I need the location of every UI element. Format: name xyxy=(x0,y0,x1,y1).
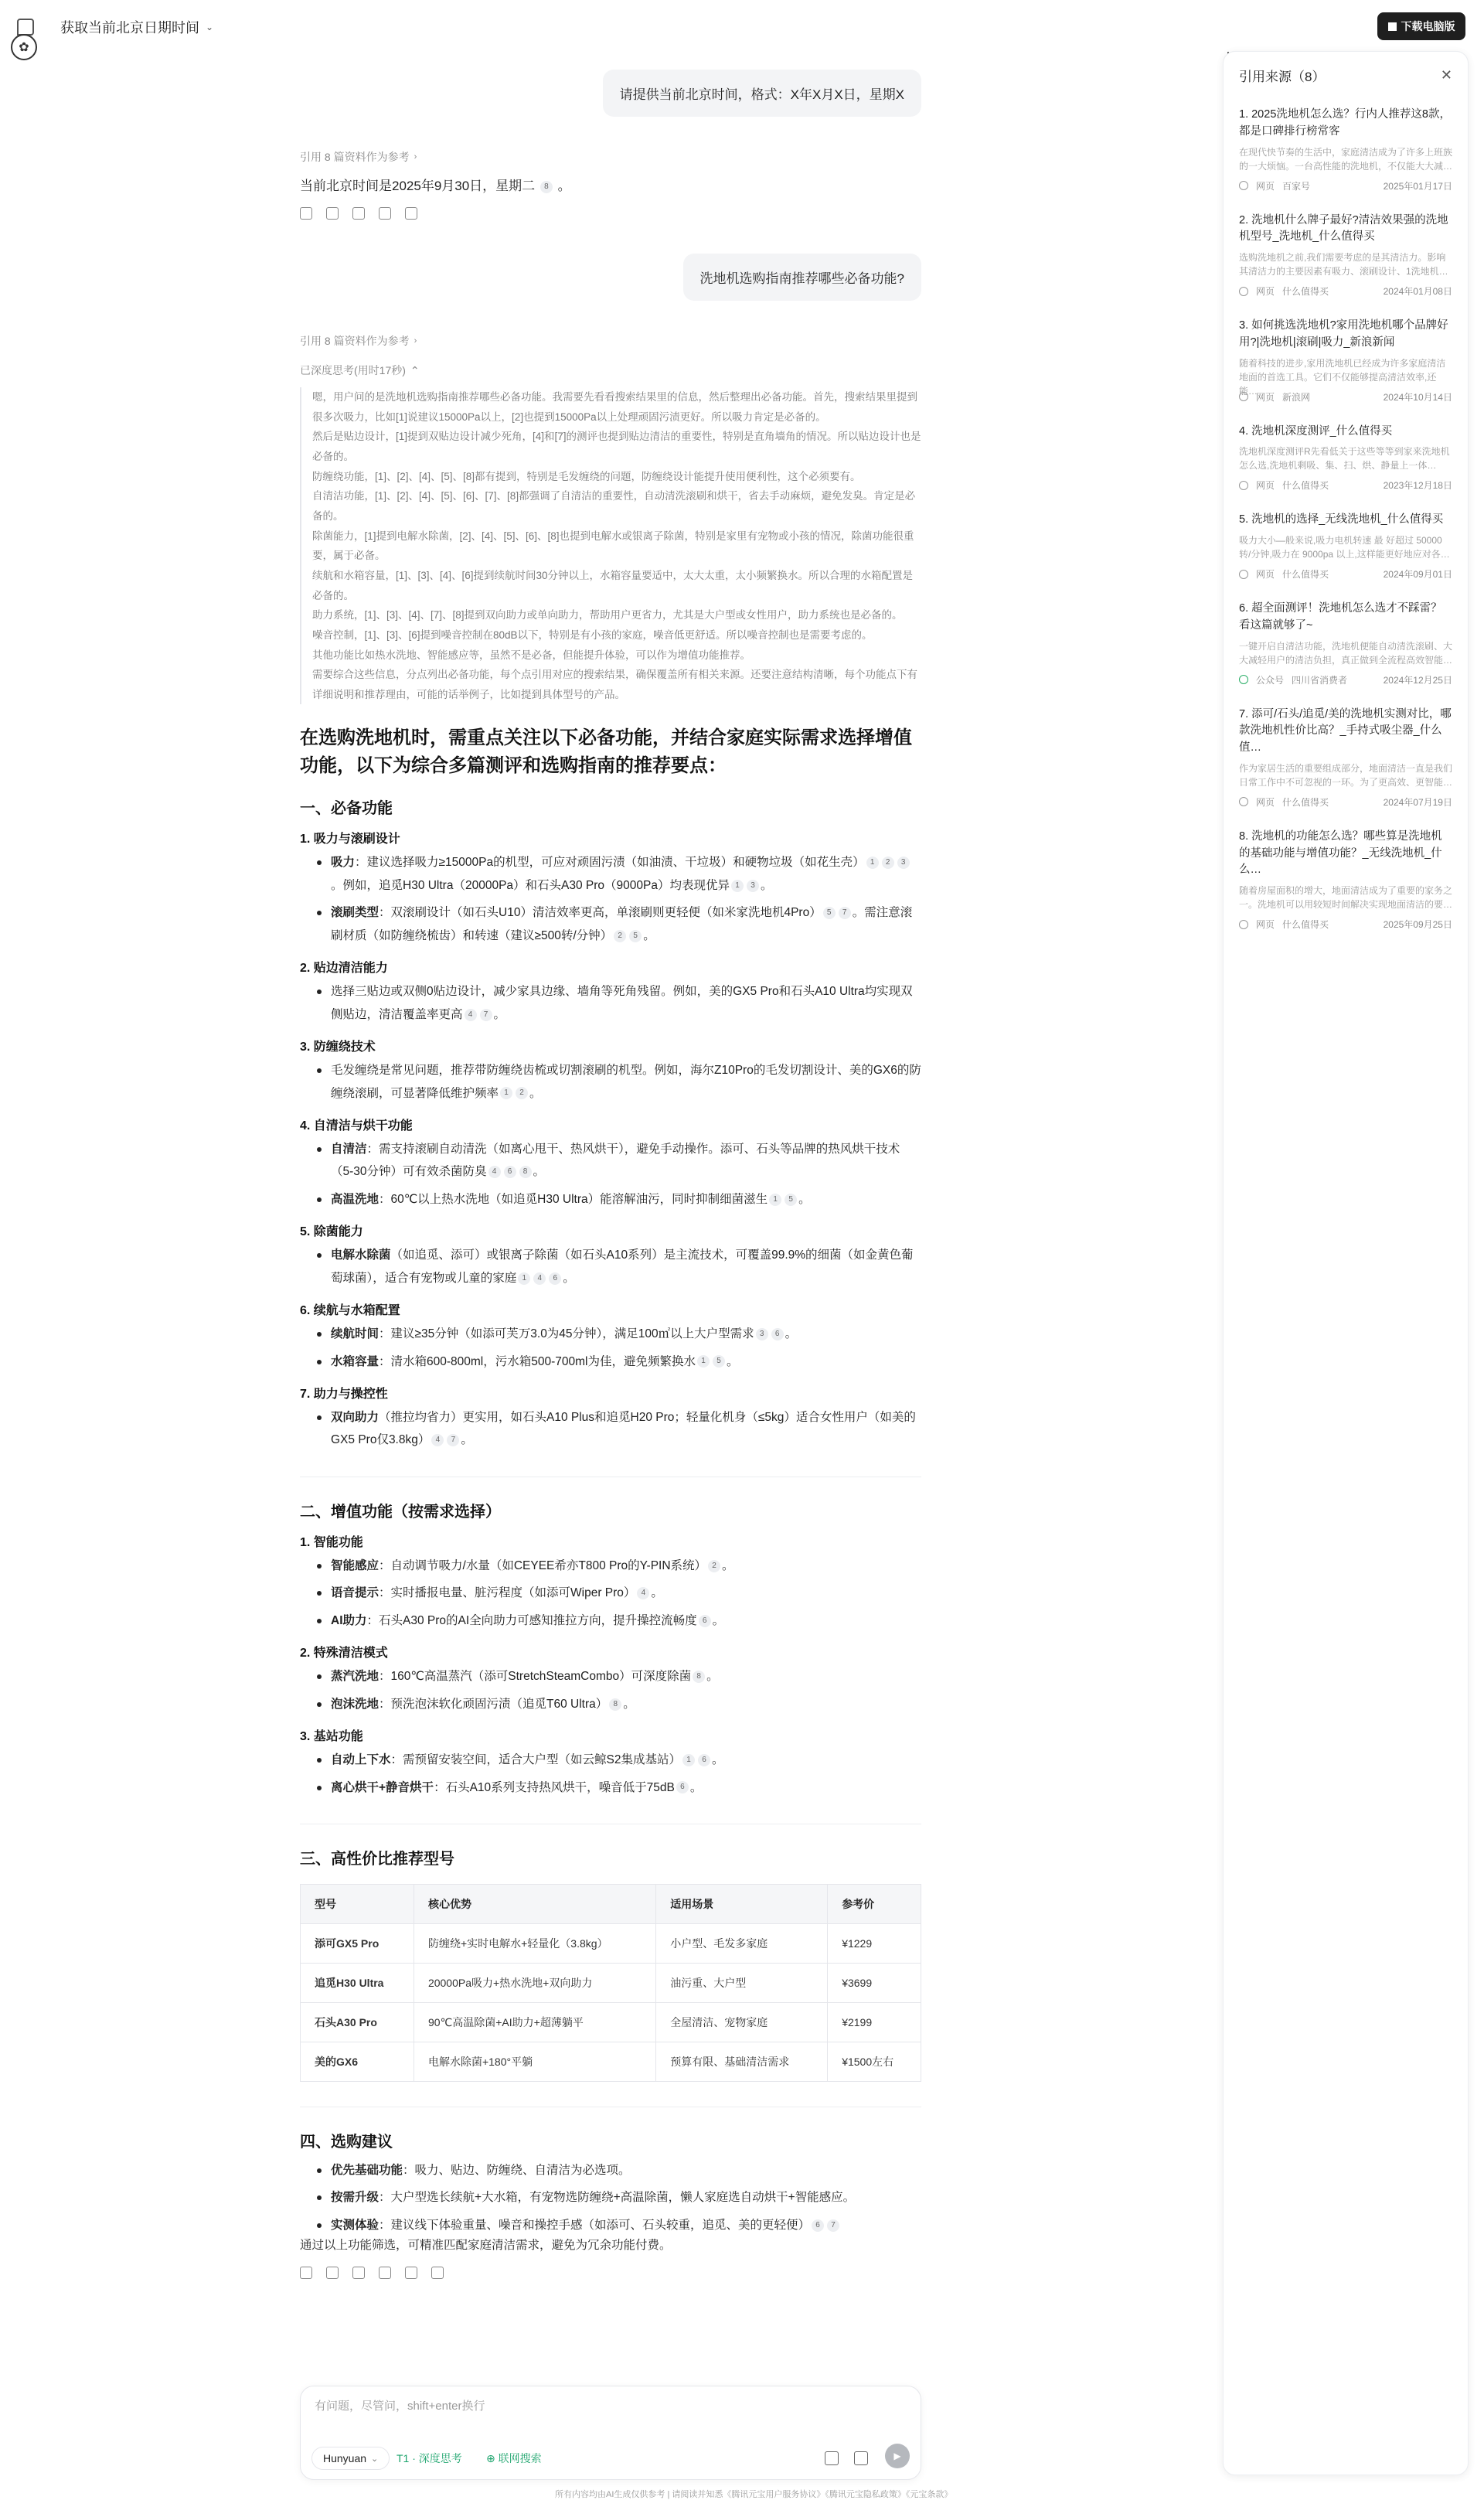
bullet-text: 选择三贴边或双侧0贴边设计，减少家具边缘、墙角等死角残留。例如，美的GX5 Pro和石头A10 Ultra均实现双侧贴边，清洁覆盖率更高 xyxy=(331,985,913,1021)
bullet-item: 电解水除菌（如追觅、添可）或银离子除菌（如石头A10系列）是主流技术，可覆盖99.9%的细菌（如金黄色葡萄球菌），适合有宠物或儿童的家庭 1 4 6 。 xyxy=(317,1244,921,1289)
bullet-item: 双向助力（推拉均省力）更实用，如石头A10 Plus和追觅H20 Pro；轻量化机身（≤5kg）适合女性用户（如美的GX5 Pro仅3.8kg） 4 7 。 xyxy=(317,1406,921,1452)
windows-icon xyxy=(1388,22,1397,31)
source-meta xyxy=(1239,567,1452,581)
table-cell: 追觅H30 Ultra xyxy=(301,1963,414,2002)
thumbs-up-icon[interactable] xyxy=(352,207,365,220)
citation-badge[interactable]: 1 xyxy=(731,880,744,892)
bullet-text: ：吸力、贴边、防缠绕、自清洁为必选项。 xyxy=(403,2163,631,2177)
bullet-bold: AI助力 xyxy=(331,1613,367,1627)
table-cell: ¥1500左右 xyxy=(828,2042,921,2081)
citation-badge[interactable]: 7 xyxy=(839,907,851,919)
chat-input-box[interactable] xyxy=(300,2386,921,2480)
copy-icon[interactable] xyxy=(300,207,312,220)
section-2-title: 二、增值功能（按需求选择） xyxy=(300,1503,501,1521)
table-cell: 小户型、毛发多家庭 xyxy=(656,1923,828,1963)
bullet-item xyxy=(317,2214,921,2236)
recommend-table xyxy=(300,1884,921,2082)
thinking-paragraph: 然后是贴边设计，[1]提到双贴边设计减少死角，[4]和[7]的测评也提到贴边清洁的重要性，特别是直角墙角的情况。所以贴边设计也是必备的。 xyxy=(312,431,921,463)
source-snippet: 吸力大小—般来说,吸力电机转速 最 好超过 50000转/分钟,吸力在 9000pa 以上,这样能更好地应对各… xyxy=(1239,535,1450,560)
citation-badge[interactable]: 1 xyxy=(866,857,879,869)
source-type: 网页 xyxy=(1256,480,1275,492)
table-cell: 全屋清洁、宠物家庭 xyxy=(656,2002,828,2042)
bullet-bold: 双向助力 xyxy=(331,1411,380,1424)
bullet-bold: 水箱容量 xyxy=(331,1354,380,1368)
answer-actions-1 xyxy=(300,207,921,220)
source-type: 网页 xyxy=(1256,391,1275,403)
thinking-paragraph: 防缠绕功能，[1]、[2]、[4]、[5]、[8]都有提到，特别是毛发缠绕的问题，防缠绕设计能提升使用便利性，这个必须要有。 xyxy=(312,470,861,482)
source-meta xyxy=(1239,284,1452,298)
source-meta xyxy=(1239,673,1452,686)
source-snippet: 选购洗地机之前,我们需要考虑的是其清洁力。影响其清洁力的主要因素有吸力、滚刷设计、1洗地机… xyxy=(1239,252,1448,277)
chevron-up-icon: ⌃ xyxy=(410,363,420,376)
subsection-title: 3. 防缠绕技术 xyxy=(300,1041,376,1054)
deep-think-toggle[interactable] xyxy=(300,363,921,378)
source-title[interactable]: 8. 洗地机的功能怎么选？哪些算是洗地机的基础功能与增值功能？_无线洗地机_什么… xyxy=(1239,829,1442,877)
sources-panel xyxy=(1223,51,1469,2475)
chevron-right-icon: › xyxy=(414,152,417,162)
section-4-title: 四、选购建议 xyxy=(300,2133,393,2151)
share-icon[interactable] xyxy=(405,207,417,220)
table-header-cell: 参考价 xyxy=(828,1884,921,1923)
footer-disclaimer: 所有内容均由AI生成仅供参考 | 请阅读并知悉《腾讯元宝用户服务协议》《腾讯元宝隐私政策》《元宝条款》 xyxy=(555,2490,953,2499)
bullet-text: 。例如，追觅H30 Ultra（20000Pa）和石头A30 Pro（9000Pa）均表现优异 xyxy=(331,878,730,892)
bullet-text: ：需预留安装空间，适合大户型（如云鲸S2集成基站） xyxy=(390,1753,681,1767)
model-label: Hunyuan xyxy=(323,2452,367,2464)
bullet-item: 离心烘干+静音烘干：石头A10系列支持热风烘干，噪音低于75dB 6 。 xyxy=(317,1776,921,1799)
bullet-item: 选择三贴边或双侧0贴边设计，减少家具边缘、墙角等死角残留。例如，美的GX5 Pro和石头A10 Ultra均实现双侧贴边，清洁覆盖率更高 4 7 。 xyxy=(317,980,921,1026)
source-site: 百家号 xyxy=(1282,180,1311,192)
source-item[interactable] xyxy=(1224,97,1468,203)
chevron-right-icon: › xyxy=(414,336,417,346)
citation-badge[interactable]: 4 xyxy=(488,1166,501,1178)
subsection-title: 7. 助力与操控性 xyxy=(300,1388,388,1401)
bullet-text: ：建议线下体验重量、噪音和操控手感（如添可、石头较重，追觅、美的更轻便） xyxy=(379,2218,811,2232)
link-icon xyxy=(1239,392,1248,401)
source-date: 2023年12月18日 xyxy=(1383,480,1452,492)
citation-badge[interactable]: 5 xyxy=(785,1194,797,1206)
table-header-row xyxy=(301,1884,921,1923)
section-1 xyxy=(300,829,921,1451)
thumbs-down-icon[interactable] xyxy=(379,207,391,220)
bullet-item: 智能感应：自动调节吸力/水量（如CEYEE希亦T800 Pro的Y-PIN系统） 2 。 xyxy=(317,1555,921,1577)
table-cell: 预算有限、基础清洁需求 xyxy=(656,2042,828,2081)
source-title[interactable]: 6. 超全面测评！洗地机怎么选才不踩雷？看这篇就够了~ xyxy=(1239,602,1442,632)
citation-badge[interactable]: 3 xyxy=(756,1328,768,1340)
citation-badge[interactable]: 5 xyxy=(629,930,642,942)
citation-badge[interactable]: 4 xyxy=(431,1434,444,1446)
subsection-title: 2. 贴边清洁能力 xyxy=(300,962,388,976)
bullet-text: ：石头A30 Pro的AI全向助力可感知推拉方向，提升操控流畅度 xyxy=(366,1613,697,1627)
link-icon xyxy=(1239,481,1248,490)
bullet-item: 续航时间：建议≥35分钟（如添可芙万3.0为45分钟），满足100㎡以上大户型需求 3 6 。 xyxy=(317,1323,921,1345)
bullet-item xyxy=(317,2159,921,2182)
thinking-paragraph: 其他功能比如热水洗地、智能感应等，虽然不是必备，但能提升体验，可以作为增值功能推荐。 xyxy=(312,649,751,661)
deep-think-label: 已深度思考(用时17秒) xyxy=(300,364,406,377)
table-row xyxy=(301,1963,921,2002)
bullet-bold: 自动上下水 xyxy=(331,1753,391,1767)
bullet-text: ：160℃高温蒸汽（添可StretchSteamCombo）可深度除菌 xyxy=(379,1670,692,1684)
link-icon xyxy=(1239,797,1248,806)
bullet-bold: 按需升级 xyxy=(331,2191,380,2205)
citation-badge[interactable]: 1 xyxy=(769,1194,781,1206)
source-item[interactable] xyxy=(1224,414,1468,503)
citation-badge[interactable]: 6 xyxy=(698,1754,710,1766)
table-body xyxy=(301,1923,921,2081)
link-icon xyxy=(1239,570,1248,579)
bullet-bold: 电解水除菌 xyxy=(331,1248,391,1262)
thinking-paragraph: 续航和水箱容量，[1]、[3]、[4]、[6]提到续航时间30分钟以上，水箱容量要适中，太大太重，太小频繁换水。所以合理的水箱配置是必备的。 xyxy=(312,569,914,601)
download-label: 下载电脑版 xyxy=(1401,20,1455,32)
source-site: 什么值得买 xyxy=(1282,480,1329,492)
conversation-title-text: 获取当前北京日期时间 xyxy=(60,20,199,36)
bullet-text: ：石头A10系列支持热风烘干，噪音低于75dB xyxy=(434,1780,675,1794)
bullet-item: 吸力：建议选择吸力≥15000Pa的机型，可应对顽固污渍（如油渍、干垃圾）和硬物垃圾（如花生壳） 1 2 3。例如，追觅H30 Ultra（20000Pa）和石头A30 Pro（9000Pa）均表现优异 1 3 。 xyxy=(317,851,921,897)
bullet-item: 语音提示：实时播报电量、脏污程度（如添可Wiper Pro） 4 。 xyxy=(317,1582,921,1604)
thinking-paragraph: 需要综合这些信息，分点列出必备功能，每个点引用对应的搜索结果，确保覆盖所有相关来源。还要注意结构清晰，每个功能点下有详细说明和推荐理由，可能的话举例子，比如提到具体型号的产品。 xyxy=(312,669,917,700)
new-chat-icon[interactable] xyxy=(17,19,34,36)
table-header-cell: 型号 xyxy=(301,1884,414,1923)
bullet-bold: 高温洗地 xyxy=(331,1192,380,1206)
send-button[interactable]: ▶ xyxy=(885,2444,910,2468)
source-site: 什么值得买 xyxy=(1282,919,1329,930)
section-1-title: 一、必备功能 xyxy=(300,800,393,818)
source-title[interactable]: 4. 洗地机深度测评_什么值得买 xyxy=(1239,424,1393,438)
source-title[interactable]: 7. 添可/石头/追觅/美的洗地机实测对比，哪款洗地机性价比高？_手持式吸尘器_什么值… xyxy=(1239,707,1452,754)
source-item[interactable] xyxy=(1224,308,1468,414)
sources-header xyxy=(1224,52,1468,97)
citation-badge[interactable]: 2 xyxy=(614,930,626,942)
citation-badge[interactable]: 1 xyxy=(518,1272,530,1285)
subsection-title: 4. 自清洁与烘干功能 xyxy=(300,1119,413,1133)
bullet-bold: 自清洁 xyxy=(331,1142,367,1156)
section-3-title: 三、高性价比推荐型号 xyxy=(300,1850,454,1868)
citation-badge[interactable]: 7 xyxy=(480,1009,492,1021)
yuanbao-logo-icon[interactable]: ✿ xyxy=(11,34,37,60)
chat-column xyxy=(300,54,921,2279)
source-site: 什么值得买 xyxy=(1282,286,1329,297)
table-cell: 20000Pa吸力+热水洗地+双向助力 xyxy=(414,1963,655,2002)
download-desktop-button[interactable] xyxy=(1377,12,1465,40)
citation-badge[interactable]: 6 xyxy=(812,2219,824,2232)
chevron-down-icon: ⌄ xyxy=(206,22,214,32)
source-meta xyxy=(1239,390,1452,404)
source-type: 公众号 xyxy=(1256,674,1285,686)
file-upload-icon[interactable] xyxy=(854,2451,868,2465)
thumbs-down-icon[interactable] xyxy=(379,2267,391,2279)
web-search-button[interactable]: ⊕ 联网搜索 xyxy=(486,2452,542,2464)
bullet-text: （如追觅、添可）或银离子除菌（如石头A10系列）是主流技术，可覆盖99.9%的细菌（如金黄色葡萄球菌），适合有宠物或儿童的家庭 xyxy=(331,1248,914,1285)
thumbs-up-icon[interactable] xyxy=(352,2267,365,2279)
conversation-title[interactable] xyxy=(60,17,213,37)
link-icon xyxy=(1239,287,1248,296)
bullet-item: 高温洗地：60℃以上热水洗地（如追觅H30 Ultra）能溶解油污，同时抑制细菌滋生 1 5 。 xyxy=(317,1188,921,1211)
bullet-text: ：实时播报电量、脏污程度（如添可Wiper Pro） xyxy=(379,1586,636,1600)
bullet-item: 水箱容量：清水箱600-800ml，污水箱500-700ml为佳，避免频繁换水 1 5 。 xyxy=(317,1351,921,1373)
table-cell: ¥2199 xyxy=(828,2002,921,2042)
bullet-text: 。需注意滚刷材质（如防缠绕梳齿）和转速（建议≥500转/分钟） xyxy=(331,906,913,942)
table-row xyxy=(301,2042,921,2081)
source-meta xyxy=(1239,918,1452,931)
wechat-icon xyxy=(1239,675,1248,684)
source-date: 2024年10月14日 xyxy=(1383,391,1452,403)
citation-badge[interactable]: 8 xyxy=(540,181,553,193)
source-snippet: 作为家居生活的重要组成部分，地面清洁一直是我们日常工作中不可忽视的一环。为了更高效、更智能… xyxy=(1239,762,1453,788)
share-icon[interactable] xyxy=(431,2267,444,2279)
table-header-cell: 适用场景 xyxy=(656,1884,828,1923)
citation-badge[interactable]: 1 xyxy=(500,1087,512,1099)
table-row xyxy=(301,2002,921,2042)
table-row xyxy=(301,1923,921,1963)
bullet-text: ：双滚刷设计（如石头U10）清洁效率更高，单滚刷则更轻便（如米家洗地机4Pro） xyxy=(379,906,822,920)
bookmark-icon[interactable] xyxy=(326,2267,339,2279)
image-upload-icon[interactable] xyxy=(825,2451,839,2465)
source-snippet: 洗地机深度测评R先看低关于这些等等到家来洗地机怎么选,洗地机剩吸、集、扫、烘、静量上一体… xyxy=(1239,446,1450,472)
source-type: 网页 xyxy=(1256,286,1275,297)
bullet-text: ：建议≥35分钟（如添可芙万3.0为45分钟），满足100㎡以上大户型需求 xyxy=(379,1327,754,1341)
citation-badge[interactable]: 8 xyxy=(693,1671,705,1683)
bullet-text: ：自动调节吸力/水量（如CEYEE希亦T800 Pro的Y-PIN系统） xyxy=(379,1558,707,1572)
subsection-title: 5. 除菌能力 xyxy=(300,1225,363,1239)
bullet-item: 自动上下水：需预留安装空间，适合大户型（如云鲸S2集成基站） 1 6 。 xyxy=(317,1749,921,1771)
table-cell: ¥3699 xyxy=(828,1963,921,2002)
source-date: 2025年09月25日 xyxy=(1383,919,1452,930)
bullet-text: ：建议选择吸力≥15000Pa的机型，可应对顽固污渍（如油渍、干垃圾）和硬物垃圾（如花生壳） xyxy=(355,856,865,870)
bullet-bold: 蒸汽洗地 xyxy=(331,1670,380,1684)
thinking-block xyxy=(300,387,921,704)
thinking-paragraph: 嗯，用户问的是洗地机选购指南推荐哪些必备功能。我需要先看看搜索结果里的信息，然后整理出必备功能。首先，搜索结果里提到很多次吸力，比如[1]说建议15000Pa以上，[2]也提到15000Pa以上处理顽固污渍更好。所以吸力肯定是必备的。 xyxy=(312,391,917,423)
source-date: 2025年01月17日 xyxy=(1383,180,1452,192)
bullet-bold: 优先基础功能 xyxy=(331,2163,403,2177)
subsection-title: 3. 基站功能 xyxy=(300,1730,363,1744)
source-meta xyxy=(1239,179,1452,192)
link-icon xyxy=(1239,181,1248,190)
source-site: 新浪网 xyxy=(1282,391,1311,403)
source-title[interactable]: 3. 如何挑选洗地机?家用洗地机哪个品牌好用?|洗地机|滚刷|吸力_新浪新闻 xyxy=(1239,319,1448,349)
source-site: 四川省消费者 xyxy=(1292,674,1348,686)
thinking-paragraph: 助力系统，[1]、[3]、[4]、[7]、[8]提到双向助力或单向助力，帮助用户更省力，尤其是大户型或女性用户，助力系统也是必备的。 xyxy=(312,609,903,622)
source-date: 2024年01月08日 xyxy=(1383,286,1452,297)
source-meta xyxy=(1239,479,1452,492)
user-bubble: 请提供当前北京时间，格式：X年X月X日，星期X xyxy=(603,70,921,117)
user-bubble: 洗地机选购指南推荐哪些必备功能? xyxy=(683,254,921,301)
table-cell: 添可GX5 Pro xyxy=(301,1923,414,1963)
source-site: 什么值得买 xyxy=(1282,569,1329,580)
source-date: 2024年07月19日 xyxy=(1383,796,1452,808)
subsection-title: 6. 续航与水箱配置 xyxy=(300,1304,400,1318)
bullet-item xyxy=(317,2186,921,2209)
chat-input[interactable]: 有问题，尽管问，shift+enter换行 xyxy=(315,2400,485,2413)
citation-badge[interactable]: 4 xyxy=(465,1009,477,1021)
source-type: 网页 xyxy=(1256,180,1275,192)
bullet-text: ：预洗泡沫软化顽固污渍（追觅T60 Ultra） xyxy=(379,1697,608,1711)
section-4 xyxy=(300,2159,921,2236)
citation-badge[interactable]: 2 xyxy=(516,1087,528,1099)
regenerate-icon[interactable] xyxy=(405,2267,417,2279)
bullet-bold: 续航时间 xyxy=(331,1327,380,1341)
section-2 xyxy=(300,1532,921,1799)
bullet-text: （推拉均省力）更实用，如石头A10 Plus和追觅H20 Pro；轻量化机身（≤5kg）适合女性用户（如美的GX5 Pro仅3.8kg） xyxy=(331,1411,916,1447)
citation-badge[interactable]: 1 xyxy=(697,1355,710,1368)
citation-badge[interactable]: 2 xyxy=(882,857,894,869)
bullet-bold: 实测体验 xyxy=(331,2218,380,2232)
bullet-text: ：需支持滚刷自动清洗（如离心甩干、热风烘干），避免手动操作。添可、石头等品牌的热风烘干技术（5-30分钟）可有效杀菌防臭 xyxy=(331,1142,900,1179)
subsection-title: 2. 特殊清洁模式 xyxy=(300,1647,388,1661)
sources-list xyxy=(1224,97,1468,942)
citation-badge[interactable]: 1 xyxy=(682,1754,695,1766)
deep-think-button[interactable]: T1 · 深度思考 xyxy=(397,2452,462,2464)
citation-badge[interactable]: 6 xyxy=(549,1272,561,1285)
bullet-bold: 离心烘干+静音烘干 xyxy=(331,1780,434,1794)
source-type: 网页 xyxy=(1256,796,1275,808)
source-title[interactable]: 1. 2025洗地机怎么选？行内人推荐这8款，都是口碑排行榜常客 xyxy=(1239,108,1451,138)
user-message-2 xyxy=(300,254,921,301)
thinking-paragraph: 除菌能力，[1]提到电解水除菌，[2]、[4]、[5]、[6]、[8]也提到电解水或银离子除菌，特别是家里有宠物或小孩的情况，除菌功能很重要，属于必备。 xyxy=(312,530,914,562)
bullet-item: 泡沫洗地：预洗泡沫软化顽固污渍（追觅T60 Ultra） 8 。 xyxy=(317,1693,921,1715)
subsection-title: 1. 智能功能 xyxy=(300,1535,363,1549)
bullet-bold: 吸力 xyxy=(331,856,356,870)
bullet-item: 毛发缠绕是常见问题，推荐带防缠绕齿梳或切割滚刷的机型。例如，海尔Z10Pro的毛发切割设计、美的GX6的防缠绕滚刷，可显著降低维护频率 1 2 。 xyxy=(317,1059,921,1105)
bullet-text: 毛发缠绕是常见问题，推荐带防缠绕齿梳或切割滚刷的机型。例如，海尔Z10Pro的毛发切割设计、美的GX6的防缠绕滚刷，可显著降低维护频率 xyxy=(331,1064,921,1100)
source-snippet: 一键开启自清洁功能，洗地机便能自动清洗滚刷、大大减轻用户的清洁负担，真正做到全流程高效智能… xyxy=(1239,640,1453,666)
closing-text: 通过以上功能筛选，可精准匹配家庭清洁需求，避免为冗余功能付费。 xyxy=(300,2239,672,2253)
answer-heading: 在选购洗地机时，需重点关注以下必备功能，并结合家庭实际需求选择增值功能，以下为综合多篇测评和选购指南的推荐要点： xyxy=(300,727,912,777)
citation-badge[interactable]: 6 xyxy=(676,1781,689,1793)
source-meta xyxy=(1239,795,1452,809)
table-cell: 美的GX6 xyxy=(301,2042,414,2081)
citation-badge[interactable]: 8 xyxy=(609,1698,621,1711)
table-header-cell: 核心优势 xyxy=(414,1884,655,1923)
source-item[interactable] xyxy=(1224,591,1468,697)
citation-badge[interactable]: 5 xyxy=(713,1355,725,1368)
source-site: 什么值得买 xyxy=(1282,796,1329,808)
table-cell: 防缠绕+实时电解水+轻量化（3.8kg） xyxy=(414,1923,655,1963)
source-title[interactable]: 2. 洗地机什么牌子最好?清洁效果强的洗地机型号_洗地机_什么值得买 xyxy=(1239,213,1448,244)
citation-badge[interactable]: 3 xyxy=(897,857,910,869)
bullet-text: ：清水箱600-800ml，污水箱500-700ml为佳，避免频繁换水 xyxy=(379,1354,696,1368)
answer-text: 当前北京时间是2025年9月30日，星期二 xyxy=(300,179,536,193)
table-cell: ¥1229 xyxy=(828,1923,921,1963)
citation-badge[interactable]: 5 xyxy=(823,907,836,919)
citation-badge[interactable]: 6 xyxy=(504,1166,516,1178)
bullet-item: 自清洁：需支持滚刷自动清洗（如离心甩干、热风烘干），避免手动操作。添可、石头等品牌的热风烘干技术（5-30分钟）可有效杀菌防臭 4 6 8 。 xyxy=(317,1138,921,1184)
citation-badge[interactable]: 4 xyxy=(533,1272,546,1285)
source-title[interactable]: 5. 洗地机的选择_无线洗地机_什么值得买 xyxy=(1239,513,1444,526)
subsection-title: 1. 吸力与滚刷设计 xyxy=(300,833,400,846)
table-cell: 石头A30 Pro xyxy=(301,2002,414,2042)
reference-toggle-1[interactable] xyxy=(300,149,921,165)
source-snippet: 在现代快节奏的生活中，家庭清洁成为了许多上班族的一大烦恼。一台高性能的洗地机，不仅能大大减… xyxy=(1239,146,1453,172)
source-date: 2024年09月01日 xyxy=(1383,569,1452,580)
link-icon xyxy=(1239,920,1248,929)
thinking-paragraph: 噪音控制，[1]、[3]、[6]提到噪音控制在80dB以下，特别是有小孩的家庭，噪音低更舒适。所以噪音控制也是需要考虑的。 xyxy=(312,628,873,641)
bullet-text: ：60℃以上热水洗地（如追觅H30 Ultra）能溶解油污，同时抑制细菌滋生 xyxy=(379,1192,768,1206)
source-type: 网页 xyxy=(1256,919,1275,930)
citation-badge[interactable]: 6 xyxy=(699,1615,711,1627)
reference-toggle-2[interactable] xyxy=(300,333,921,349)
bookmark-icon[interactable] xyxy=(326,207,339,220)
source-item[interactable] xyxy=(1224,203,1468,309)
bullet-bold: 智能感应 xyxy=(331,1558,380,1572)
chevron-down-icon: ⌄ xyxy=(371,2454,379,2464)
reference-label: 引用 8 篇资料作为参考 xyxy=(300,335,410,348)
source-item[interactable] xyxy=(1224,697,1468,819)
bullet-item: 滚刷类型：双滚刷设计（如石头U10）清洁效率更高，单滚刷则更轻便（如米家洗地机4Pro） 5 7 。需注意滚刷材质（如防缠绕梳齿）和转速（建议≥500转/分钟） 2 5 。 xyxy=(317,901,921,947)
answer-actions-2 xyxy=(300,2267,921,2279)
source-item[interactable] xyxy=(1224,819,1468,942)
citation-badge[interactable]: 2 xyxy=(708,1560,720,1572)
bullet-item: AI助力：石头A30 Pro的AI全向助力可感知推拉方向，提升操控流畅度 6 。 xyxy=(317,1609,921,1632)
table-cell: 电解水除菌+180°平躺 xyxy=(414,2042,655,2081)
bullet-bold: 泡沫洗地 xyxy=(331,1697,380,1711)
bullet-item: 蒸汽洗地：160℃高温蒸汽（添可StretchSteamCombo）可深度除菌 8 。 xyxy=(317,1665,921,1688)
copy-icon[interactable] xyxy=(300,2267,312,2279)
model-selector[interactable] xyxy=(311,2447,390,2470)
citation-badge[interactable]: 6 xyxy=(771,1328,784,1340)
table-cell: 油污重、大户型 xyxy=(656,1963,828,2002)
citation-badge[interactable]: 8 xyxy=(519,1166,532,1178)
assistant-answer-1: 当前北京时间是2025年9月30日，星期二 8 。 xyxy=(300,179,571,193)
citation-badge[interactable]: 7 xyxy=(827,2219,839,2232)
citation-badge[interactable]: 7 xyxy=(447,1434,459,1446)
citation-badge[interactable]: 3 xyxy=(747,880,759,892)
bullet-bold: 滚刷类型 xyxy=(331,906,380,920)
source-type: 网页 xyxy=(1256,569,1275,580)
source-item[interactable] xyxy=(1224,502,1468,591)
source-snippet: 随着房屋面积的增大，地面清洁成为了重要的家务之一。洗地机可以用较短时间解决实现地面清洁的要… xyxy=(1239,885,1453,910)
reference-label: 引用 8 篇资料作为参考 xyxy=(300,151,410,163)
bullet-bold: 语音提示 xyxy=(331,1586,380,1600)
thinking-paragraph: 自清洁功能，[1]、[2]、[4]、[5]、[6]、[7]、[8]都强调了自清洁的重要性，自动清洗滚刷和烘干，省去手动麻烦，避免发臭。肯定是必备的。 xyxy=(312,490,916,523)
table-cell: 90℃高温除菌+AI助力+超薄躺平 xyxy=(414,2002,655,2042)
close-icon[interactable]: ✕ xyxy=(1440,67,1452,83)
source-snippet: 随着科技的进步,家用洗地机已经成为许多家庭清洁地面的首选工具。它们不仅能够提高清洁效率,还能… xyxy=(1239,357,1446,397)
user-message-1 xyxy=(300,70,921,117)
source-date: 2024年12月25日 xyxy=(1383,674,1452,686)
top-bar xyxy=(0,0,1206,54)
sources-title: 引用来源（8） xyxy=(1239,70,1326,84)
bullet-text: ：大户型选长续航+大水箱，有宠物选防缠绕+高温除菌，懒人家庭选自动烘干+智能感应。 xyxy=(379,2191,856,2205)
citation-badge[interactable]: 4 xyxy=(637,1587,649,1599)
